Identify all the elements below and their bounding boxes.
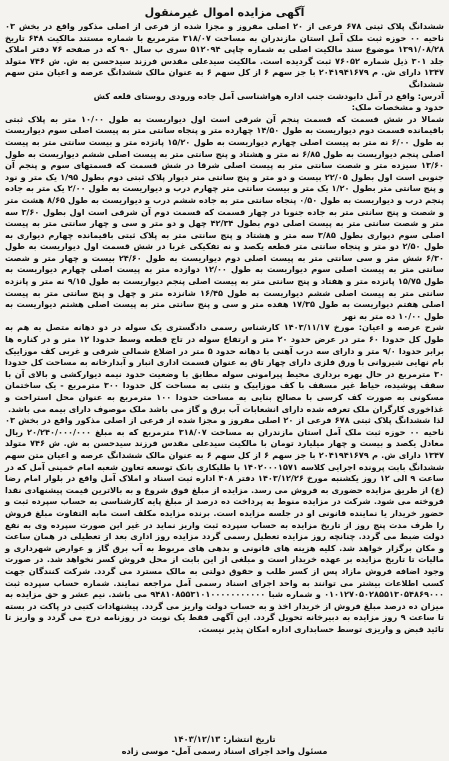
notice-address: آدرس: واقع در آمل دابودشت جنب اداره هواشناسی آمل جاده ورودی روستای قلعه کش bbox=[93, 90, 444, 101]
notice-sale-terms: لذا ششدانگ پلاک ثبتی ۶۷۸ فرعی از ۲۰ اصلی مفروز و مجزا شده از فرعی از اصلی مذکور واقع در بخش ۰۳ ناحیه ۰۰ حوزه ثبت ملک آمل استان مازندران به مساحت ۳۱۸/۰۷ مترمربع که به مبلغ ۲۰/۲۴۰/۰۰۰/۰۰۰ ریال معادل یکصد و بیست و چهار میلیارد تومان با مالکیت سیدعلی مقدس فرزند سیدحسن به ش. ش ۷۴۶ متولد ۱۳۴۷ دارای ش. م ۲۰۴۱۹۴۱۶۷۹ با جز سهم ۶ از کل سهم ۶ به عنوان مالک ششدانگ عرصه و اعیان متن سهم ششدانگ بابت پرونده اجرایی کلاسه ۱۴۰۲۰۰۰۱۵۷۱ با طلبکاری بانک توسعه تعاون شعبه امام خمینی آمل که در ساعت ۹ الی ۱۲ روز یکشنبه مورخ ۱۴۰۳/۱۲/۲۶ دفتر ۴۰۸ اداره ثبت اسناد و املاک آمل واقع در بلوار امام رضا (ع) از طریق مزایده حضوری به فروش می رسد. مزایده از مبلغ فوق شروع و به بالاترین قیمت پیشنهادی نقدا فروخته می شود. شرکت در مزایده منوط به پرداخت ده درصد از مبلغ پایه کارشناسی به حساب سپرده ثبت و حضور خریدار یا نماینده قانونی او در جلسه مزایده است. برنده مزایده مکلف است مابه التفاوت مبلغ فروش را ظرف مدت پنج روز از تاریخ مزایده به حساب سپرده ثبت واریز نماید در غیر این صورت سپرده وی به نفع دولت ضبط می گردد. چنانچه روز مزایده تعطیل رسمی گردد مزایده روز اداری بعد از تعطیلی در همان ساعت و مکان برگزار خواهد شد. کلیه هزینه های قانونی و بدهی های مربوط به آب برق گاز و عوارض شهرداری و مالیات تا تاریخ مزایده بر عهده خریدار است و مبلغی از این بابت از محل فروش کسر نخواهد شد. در صورت وجود اضافه فروش مازاد پس از کسر طلب و حقوق دولتی به مالک مسترد می گردد. شرکت کنندگان جهت کسب اطلاعات بیشتر می توانند به واحد اجرای اسناد رسمی آمل مراجعه نمایند. شماره حساب سپرده ثبت ۰۱۰۱۲۷۰۵۰۲۸۵۵۱۳۰۵۴۸۶۹۰۰۰ و شماره شبا ۹۴۸۱۰۸۵۵۳۱۰۱۰۰۰۰۰۰۰۰۰۰۰ می باشد. نیم عشر و حق مزایده به میزان ده درصد مبلغ فروش از خریدار اخذ و به حساب دولت واریز می گردد. پیشنهادات کتبی در پاکت در بسته تا ساعت ۹ روز مزایده به دبیرخانه تحویل گردد. این آگهی فقط یک نوبت در روزنامه درج می گردد و واریز تا تائید قبض و واریزی توسط حسابداری اداره امکان پذیر نیست. bbox=[5, 415, 445, 634]
notice-footer bbox=[5, 733, 444, 757]
specs-heading: حدود و مشخصات ملک: bbox=[351, 102, 444, 113]
notice-description: شرح عرصه و اعیان: مورخ ۱۴۰۳/۱۱/۱۷ کارشناس رسمی دادگستری یک سوله در دو دهانه متصل به هم به طول کل حدودا ۶۰ متر در عرض حدود ۲۰ متر و ارتفاع سوله در تاج قطعه وسط حدودا ۱۲ متر و در کناره ها برابر حدودا ۹/۰ متر و دارای سه درب آهنی با دهانه حدود ۵ متر در اضلاع شمالی شرقی و غربی کف موزاییک بام نهایی شیروانی با ورق فلزی دارای چهار تاق به عنوان قسمت اداری انبار و آبدارخانه به مساحت کل حدودا ۳۰ مترمربع در حال بهره برداری محیط پیرامونی سوله مطابق با وضعیت حدود نیمه دیوارکشی و بالای آن با سقف پوشیده، حیاط غیر مسقف با کف موزاییک و بتنی به مساحت کل حدودا ۳۰۰ مترمربع - یک ساختمان مسکونی به صورت کف کرسی با مصالح بنایی به مساحت حدودا ۱۰۰ مترمربع به عنوان محل استراحت و غذاخوری کارگران ملک تعرفه شده دارای انشعابات آب برق و گاز می باشد ملک موصوف دارای بیمه می باشد. bbox=[5, 322, 444, 414]
signature: مسئول واحد اجرای اسناد رسمی آمل- موسی زاده bbox=[121, 746, 328, 756]
publish-date: تاریخ انتشار: ۱۴۰۳/۱۲/۱۳ bbox=[173, 734, 276, 744]
notice-title: آگهی مزایده اموال غیرمنقول bbox=[144, 6, 305, 19]
notice-intro: ششدانگ پلاک ثبتی ۶۷۸ فرعی از ۲۰ اصلی مفروز و مجزا شده از فرعی از اصلی مذکور واقع در بخش ۰۳ ناحیه ۰۰ حوزه ثبت ملک آمل استان مازندران به مساحت ۳۱۸/۰۷ مترمربع با شماره مستند مالکیت ۶۴۸ تاریخ ۱۳۹۱/۰۸/۲۸ موضوع سند مالکیت اصلی به شماره چاپی ۵۱۲۰۹۴ سری ب سال ۹۰ که در صفحه ۷۶ دفتر املاک جلد ۳۰۱ ذیل شماره ۷۶۰۵۲ ثبت گردیده است. مالکیت سیدعلی مقدس فرزند سیدحسن به ش. ش ۷۴۶ متولد ۱۳۴۷ دارای ش. م ۲۰۴۱۹۴۱۶۷۹ با جز سهم ۶ از کل سهم ۶ به عنوان مالک ششدانگ عرصه و اعیان متن سهم ششدانگ bbox=[5, 21, 444, 89]
notice-boundaries: شمالا در شش قسمت که قسمت پنجم آن شرقی است اول دیواریست به طول ۱۰/۰۰ متر به پلاک ثبتی باقیمانده قسمت دوم دیواریست به طول ۱۴/۵۰ چهارده متر و پنجاه سانتی متر به پیست اصلی سوم دیواریست به طول ۶/۰۰ نه متر به پیست اصلی چهارم دیواریست به طول ۱۵/۲۰ پانزده متر و بیست سانتی متر به پیست اصلی پنجم دیواریست به طول ۶/۸۵ نه متر و هشتاد و پنج سانتی متر به پیست اصلی ششم دیواریست به طول ۱۳/۶۰ سیزده متر و شصت سانتی متر به پیست اصلی شرقا در شش قسمت که قسمتهای سوم و پنجم آن جنوبی است اول بطول ۲۲/۰۵ بیست و دو متر و پنج سانتی متر دیوار پلاک ثبتی دوم بطول ۱/۹۵ یک متر و نود و پنج سانتی متر بطول ۱/۲۰ یک متر و بیست سانتی متر چهارم درب و دیواریست به طول ۲/۰۰ یک متر به جاده پنجم درب و دیواریست به طول ۰/۵۰ پنجاه سانتی متر به جاده ششم درب و دیواریست به طول ۸/۶۵ هشت متر و شصت و پنج سانتی متر به جاده جنوبا در چهار قسمت که قسمت دوم آن شرقی است اول بطول ۳/۶۰ سه متر و شصت سانتی متر به پیست اصلی دوم بطول ۴۲/۳۴ چهل و دو متر و سی و چهار سانتی متر به پیست اصلی سوم دیواری بطول ۳/۸۵ سه متر و هشتاد و پنج سانتی متر به پلاک ثبتی باقیمانده چهارم دیواری به طول ۲/۵۰ دو متر و پنجاه سانتی متر قطعه یکصد و نه تفکیکی غربا در شش قسمت اول دیواریست به طول ۶/۳۰ شش متر و سی سانتی متر به پیست اصلی دوم دیواریست به طول ۲۴/۶۰ بیست و چهار متر و شصت سانتی متر به پیست اصلی سوم دیواریست به طول ۱۲/۰۰ دوازده متر به پیست اصلی چهارم دیواریست به طول ۱۵/۷۵ پانزده متر و هفتاد و پنج سانتی متر به پیست اصلی پنجم دیواریست به طول ۹/۱۵ نه متر و پانزده سانتی متر به پیست اصلی ششم دیواریست به طول ۱۶/۴۵ شانزده متر و چهل و پنج سانتی متر به پیست اصلی هفتم دیواریست به طول ۱۷/۳۵ هفده متر و سی و پنج سانتی متر به پیست اصلی هشتم دیواریست به طول ۱۰/۰۰ ده متر به نهر bbox=[5, 113, 445, 321]
